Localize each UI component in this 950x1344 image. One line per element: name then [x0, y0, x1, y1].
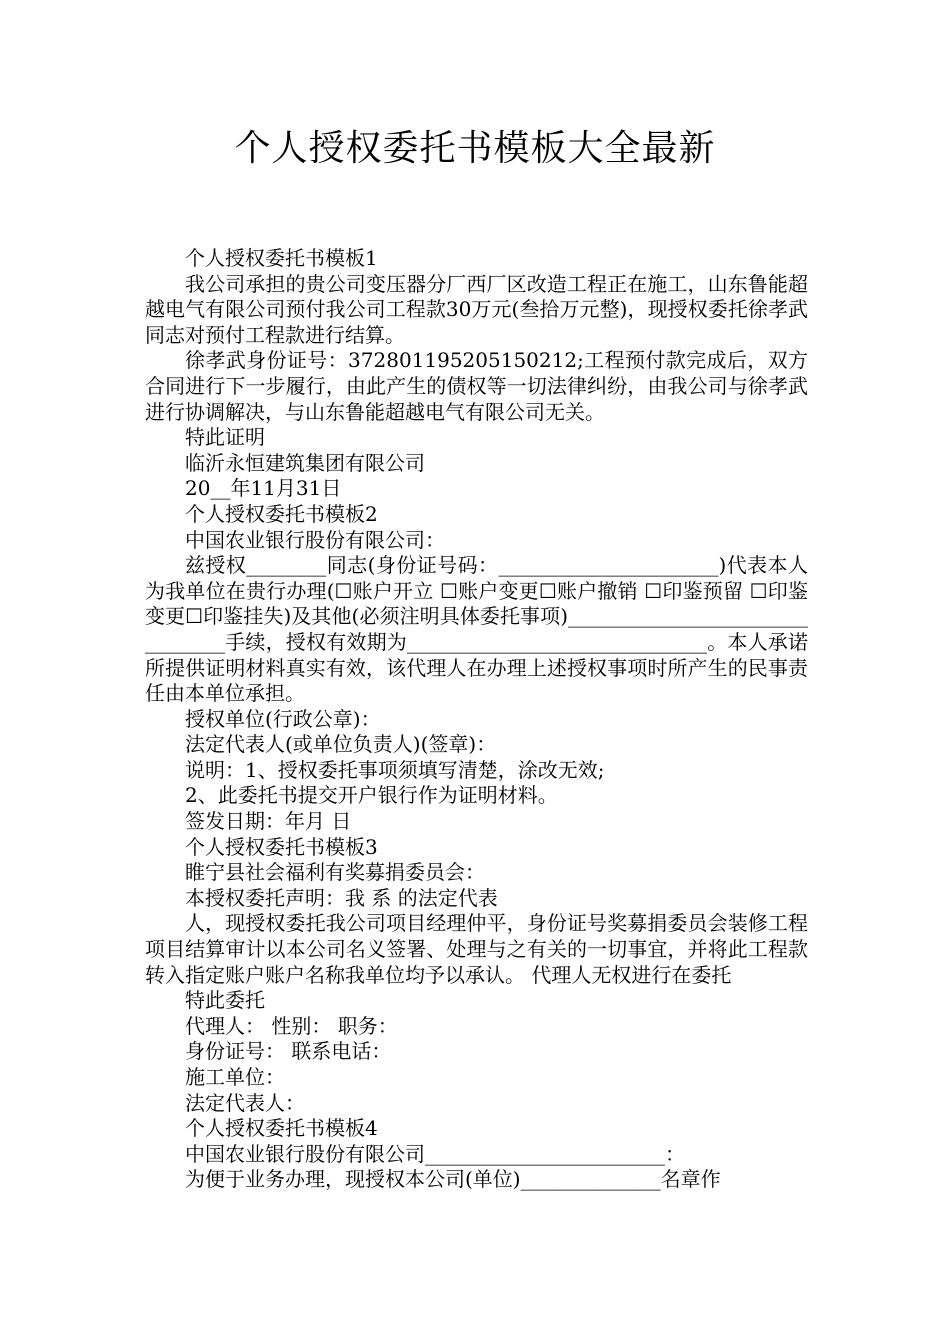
paragraph: 施工单位：: [185, 1065, 285, 1089]
paragraph: 签发日期：年月 日: [185, 809, 352, 834]
paragraph: 特此委托: [185, 988, 265, 1013]
paragraph: 授权单位(行政公章)：: [185, 706, 381, 731]
paragraph: 中国农业银行股份有限公司：: [185, 527, 445, 552]
paragraph: 我公司承担的贵公司变压器分厂西厂区改造工程正在施工，山东鲁能超越电气有限公司预付我公司工程款30万元(叁拾万元整)，现授权委托徐孝武同志对预付工程款进行结算。: [145, 271, 808, 347]
paragraph: 法定代表人(或单位负责人)(签章)：: [185, 732, 497, 757]
paragraph: 徐孝武身份证号：372801195205150212;工程预付款完成后，双方合同进行下一步履行，由此产生的债权等一切法律纠纷，由我公司与徐孝武进行协调解决，与山东鲁能超越电气有限公司无关。: [145, 348, 808, 424]
section-heading-2: 个人授权委托书模板2: [185, 501, 378, 526]
paragraph: 中国农业银行股份有限公司________________________：: [185, 1141, 685, 1166]
paragraph: 为便于业务办理，现授权本公司(单位)______________名章作: [185, 1167, 721, 1192]
document-body: [145, 246, 808, 1193]
paragraph: 兹授权________同志(身份证号码：______________________)代表本人为我单位在贵行办理(☐账户开立 ☐账户变更☐账户撤销 ☐印鉴预留 ☐印鉴变更☐印鉴挂失)及其他(必须注明具体委托事项)________________________________手续，授权有效期为______________________________。本人承诺所提供证明材料真实有效，该代理人在办理上述授权事项时所产生的民事责任由本单位承担。: [145, 553, 808, 706]
paragraph: 代理人： 性别： 职务：: [185, 1013, 398, 1038]
paragraph: 临沂永恒建筑集团有限公司: [185, 450, 425, 475]
paragraph: 人，现授权委托我公司项目经理仲平，身份证号奖募捐委员会装修工程项目结算审计以本公司名义签署、处理与之有关的一切事宜，并将此工程款转入指定账户账户名称我单位均予以承认。 代理人无权进行在委托: [145, 911, 808, 987]
document-title: 个人授权委托书模板大全最新: [234, 128, 716, 169]
section-heading-3: 个人授权委托书模板3: [185, 834, 378, 859]
paragraph: 特此证明: [185, 425, 265, 450]
paragraph: 本授权委托声明：我 系 的法定代表: [185, 885, 498, 910]
paragraph: 20__年11月31日: [185, 476, 342, 501]
paragraph: 身份证号： 联系电话：: [185, 1039, 392, 1064]
paragraph: 法定代表人：: [185, 1090, 305, 1115]
section-heading-1: 个人授权委托书模板1: [185, 246, 378, 270]
section-heading-4: 个人授权委托书模板4: [185, 1116, 378, 1141]
paragraph: 说明：1、授权委托事项须填写清楚，涂改无效;: [185, 757, 605, 782]
paragraph: 睢宁县社会福利有奖募捐委员会：: [185, 860, 485, 885]
paragraph: 2、此委托书提交开户银行作为证明材料。: [185, 783, 558, 808]
